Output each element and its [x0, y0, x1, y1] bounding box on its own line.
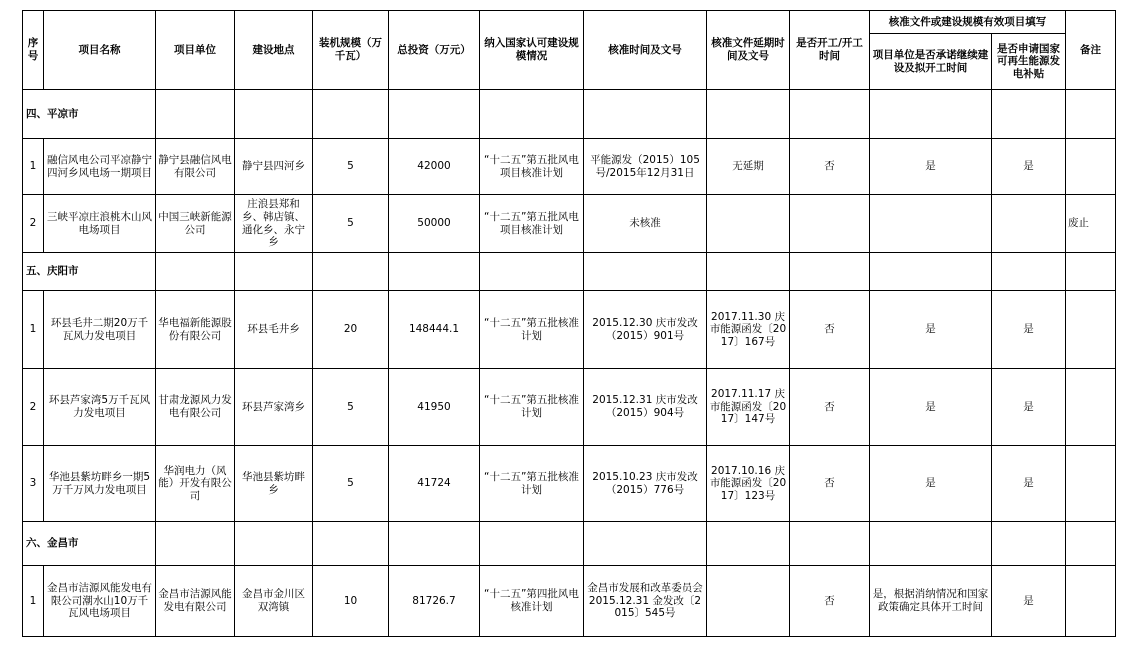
- cell-remark: [1066, 369, 1116, 446]
- cell-scale-plan: “十二五”第五批风电项目核准计划: [480, 195, 584, 253]
- cell-seq: 1: [23, 139, 44, 195]
- cell-name: 金昌市洁源风能发电有限公司潮水山10万千瓦风电场项目: [44, 566, 156, 637]
- section-row: [23, 253, 1116, 291]
- cell-location: 环县芦家湾乡: [235, 369, 313, 446]
- cell-started: 否: [790, 369, 870, 446]
- cell-investment: 41724: [389, 446, 480, 522]
- cell-unit: 静宁县融信风电有限公司: [156, 139, 235, 195]
- cell-name: 融信风电公司平凉静宁四河乡风电场一期项目: [44, 139, 156, 195]
- header-unit: 项目单位: [156, 11, 235, 90]
- cell-seq: 2: [23, 195, 44, 253]
- cell-name: 三峡平凉庄浪桃木山风电场项目: [44, 195, 156, 253]
- cell-continue: 是: [870, 369, 992, 446]
- cell-capacity: 5: [313, 446, 389, 522]
- cell-remark: [1066, 291, 1116, 369]
- cell-subsidy: 是: [992, 446, 1066, 522]
- cell-started: 否: [790, 139, 870, 195]
- section-row: [23, 522, 1116, 566]
- cell-location: 庄浪县郑和乡、韩店镇、通化乡、永宁乡: [235, 195, 313, 253]
- cell-continue: 是: [870, 139, 992, 195]
- cell-subsidy: 是: [992, 369, 1066, 446]
- header-capacity: 装机规模（万千瓦）: [313, 11, 389, 90]
- section-row: [23, 90, 1116, 139]
- header-location: 建设地点: [235, 11, 313, 90]
- table-row: [23, 291, 1116, 369]
- cell-unit: 华电福新能源股份有限公司: [156, 291, 235, 369]
- cell-unit: 金昌市洁源风能发电有限公司: [156, 566, 235, 637]
- section-title: 四、平凉市: [23, 90, 156, 139]
- cell-capacity: 5: [313, 195, 389, 253]
- cell-subsidy: [992, 195, 1066, 253]
- table-row: [23, 369, 1116, 446]
- cell-remark: [1066, 446, 1116, 522]
- cell-approval: 2015.10.23 庆市发改（2015）776号: [584, 446, 707, 522]
- cell-continue: 是，根据消纳情况和国家政策确定具体开工时间: [870, 566, 992, 637]
- header-approval: 核准时间及文号: [584, 11, 707, 90]
- cell-approval: 金昌市发展和改革委员会 2015.12.31 金发改〔2015〕545号: [584, 566, 707, 637]
- cell-extension: 2017.10.16 庆市能源函发〔2017〕123号: [707, 446, 790, 522]
- cell-subsidy: 是: [992, 291, 1066, 369]
- header-continue: 项目单位是否承诺继续建设及拟开工时间: [870, 34, 992, 90]
- cell-remark: [1066, 139, 1116, 195]
- cell-subsidy: 是: [992, 139, 1066, 195]
- cell-extension: 2017.11.17 庆市能源函发〔2017〕147号: [707, 369, 790, 446]
- cell-unit: 甘肃龙源风力发电有限公司: [156, 369, 235, 446]
- cell-subsidy: 是: [992, 566, 1066, 637]
- cell-scale-plan: “十二五”第五批核准计划: [480, 446, 584, 522]
- cell-scale-plan: “十二五”第五批风电项目核准计划: [480, 139, 584, 195]
- table-row: [23, 566, 1116, 637]
- cell-extension: [707, 566, 790, 637]
- section-title: 六、金昌市: [23, 522, 156, 566]
- cell-extension: 2017.11.30 庆市能源函发〔2017〕167号: [707, 291, 790, 369]
- cell-name: 环县芦家湾5万千瓦风力发电项目: [44, 369, 156, 446]
- cell-investment: 81726.7: [389, 566, 480, 637]
- header-group: 核准文件或建设规模有效项目填写: [870, 11, 1066, 34]
- cell-continue: 是: [870, 446, 992, 522]
- cell-name: 环县毛井二期20万千瓦风力发电项目: [44, 291, 156, 369]
- header-seq: 序号: [23, 11, 44, 90]
- table-row: [23, 446, 1116, 522]
- cell-approval: 2015.12.30 庆市发改（2015）901号: [584, 291, 707, 369]
- cell-remark: 废止: [1066, 195, 1116, 253]
- header-remark: 备注: [1066, 11, 1116, 90]
- cell-scale-plan: “十二五”第五批核准计划: [480, 369, 584, 446]
- cell-name: 华池县紫坊畔乡一期5万千万风力发电项目: [44, 446, 156, 522]
- header-started: 是否开工/开工时间: [790, 11, 870, 90]
- cell-seq: 2: [23, 369, 44, 446]
- header-extension: 核准文件延期时间及文号: [707, 11, 790, 90]
- cell-unit: 中国三峡新能源公司: [156, 195, 235, 253]
- table-row: [23, 139, 1116, 195]
- cell-remark: [1066, 566, 1116, 637]
- header-scale-plan: 纳入国家认可建设规模情况: [480, 11, 584, 90]
- cell-started: [790, 195, 870, 253]
- table-row: [23, 195, 1116, 253]
- cell-location: 华池县紫坊畔乡: [235, 446, 313, 522]
- cell-extension: [707, 195, 790, 253]
- cell-approval: 未核准: [584, 195, 707, 253]
- cell-location: 金昌市金川区双湾镇: [235, 566, 313, 637]
- cell-started: 否: [790, 566, 870, 637]
- cell-capacity: 5: [313, 369, 389, 446]
- cell-capacity: 20: [313, 291, 389, 369]
- section-title: 五、庆阳市: [23, 253, 156, 291]
- cell-approval: 平能源发（2015）105号/2015年12月31日: [584, 139, 707, 195]
- cell-location: 静宁县四河乡: [235, 139, 313, 195]
- cell-capacity: 10: [313, 566, 389, 637]
- cell-investment: 42000: [389, 139, 480, 195]
- cell-started: 否: [790, 291, 870, 369]
- cell-investment: 50000: [389, 195, 480, 253]
- cell-seq: 1: [23, 566, 44, 637]
- cell-capacity: 5: [313, 139, 389, 195]
- cell-investment: 41950: [389, 369, 480, 446]
- header-investment: 总投资（万元）: [389, 11, 480, 90]
- cell-investment: 148444.1: [389, 291, 480, 369]
- cell-unit: 华润电力（风能）开发有限公司: [156, 446, 235, 522]
- cell-extension: 无延期: [707, 139, 790, 195]
- cell-continue: [870, 195, 992, 253]
- cell-location: 环县毛井乡: [235, 291, 313, 369]
- cell-seq: 1: [23, 291, 44, 369]
- cell-started: 否: [790, 446, 870, 522]
- header-subsidy: 是否申请国家可再生能源发电补贴: [992, 34, 1066, 90]
- cell-scale-plan: “十二五”第五批核准计划: [480, 291, 584, 369]
- cell-approval: 2015.12.31 庆市发改（2015）904号: [584, 369, 707, 446]
- cell-seq: 3: [23, 446, 44, 522]
- project-table: [22, 10, 1116, 637]
- cell-scale-plan: “十二五”第四批风电核准计划: [480, 566, 584, 637]
- cell-continue: 是: [870, 291, 992, 369]
- header-name: 项目名称: [44, 11, 156, 90]
